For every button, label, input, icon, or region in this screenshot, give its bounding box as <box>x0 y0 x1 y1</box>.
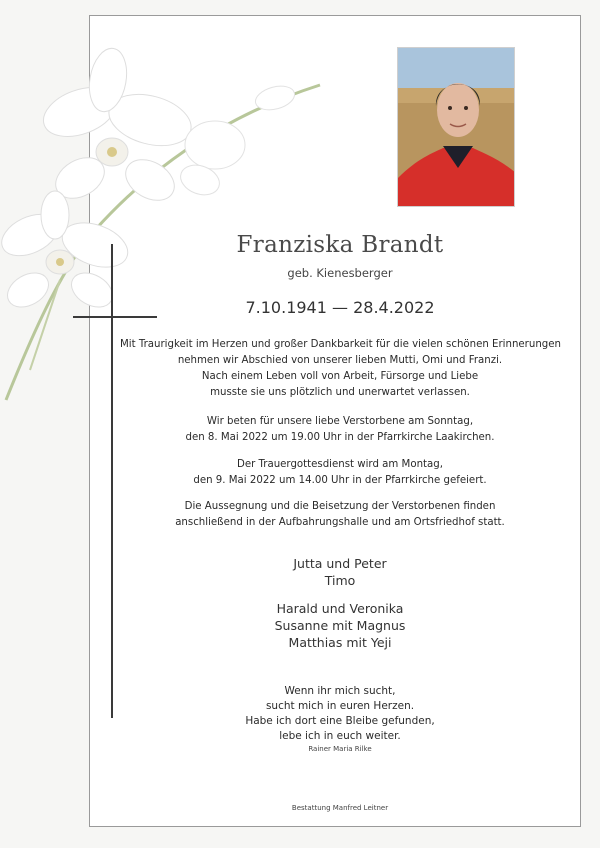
mourner-name: Harald und Veronika <box>276 601 404 616</box>
prayer-announcement <box>120 414 560 446</box>
mourner-name: Timo <box>324 573 356 588</box>
undertaker-name: Bestattung Manfred Leitner <box>291 804 389 812</box>
burial-line: anschließend in der Aufbahrungshalle und am Ortsfriedhof statt. <box>175 517 505 528</box>
burial-announcement <box>120 499 560 531</box>
message-line: musste sie uns plötzlich und unerwartet verlassen. <box>210 387 470 398</box>
portrait-photo <box>397 47 515 207</box>
poem-line: Habe ich dort eine Bleibe gefunden, <box>245 715 435 727</box>
poem-line: sucht mich in euren Herzen. <box>265 700 415 712</box>
mass-line: Der Trauergottesdienst wird am Montag, <box>237 459 443 470</box>
poem-line: Wenn ihr mich sucht, <box>284 685 396 697</box>
orchid-bud <box>176 82 297 200</box>
life-dates: 7.10.1941 — 28.4.2022 <box>245 298 435 317</box>
message-line: Nach einem Leben voll von Arbeit, Fürsorge und Liebe <box>201 371 479 382</box>
orchid-flower-center-small <box>56 258 64 266</box>
message-line: Mit Traurigkeit im Herzen und großer Dankbarkeit für die vielen schönen Erinnerungen <box>120 339 561 350</box>
farewell-message <box>120 337 560 401</box>
prayer-line: den 8. Mai 2022 um 19.00 Uhr in der Pfarrkirche Laakirchen. <box>185 432 495 443</box>
mourners-group-1 <box>120 555 560 589</box>
orchid-flower-center <box>107 147 117 157</box>
portrait-image <box>398 48 515 207</box>
mourner-name: Matthias mit Yeji <box>288 635 392 650</box>
deceased-name: Franziska Brandt <box>236 232 444 258</box>
mass-announcement <box>120 457 560 489</box>
burial-line: Die Aussegnung und die Beisetzung der Verstorbenen finden <box>184 501 496 512</box>
prayer-line: Wir beten für unsere liebe Verstorbene am Sonntag, <box>206 416 474 427</box>
mourner-name: Jutta und Peter <box>293 556 387 571</box>
orchid-flower-large <box>37 45 197 208</box>
poem-line: lebe ich in euch weiter. <box>279 730 401 742</box>
mass-line: den 9. Mai 2022 um 14.00 Uhr in der Pfarrkirche gefeiert. <box>193 475 487 486</box>
poem-author: Rainer Maria Rilke <box>308 745 372 753</box>
maiden-name: geb. Kienesberger <box>287 266 393 280</box>
mourners-group-2 <box>120 600 560 651</box>
message-line: nehmen wir Abschied von unserer lieben Mutti, Omi und Franzi. <box>177 355 503 366</box>
mourner-name: Susanne mit Magnus <box>274 618 406 633</box>
memorial-poem <box>120 684 560 744</box>
